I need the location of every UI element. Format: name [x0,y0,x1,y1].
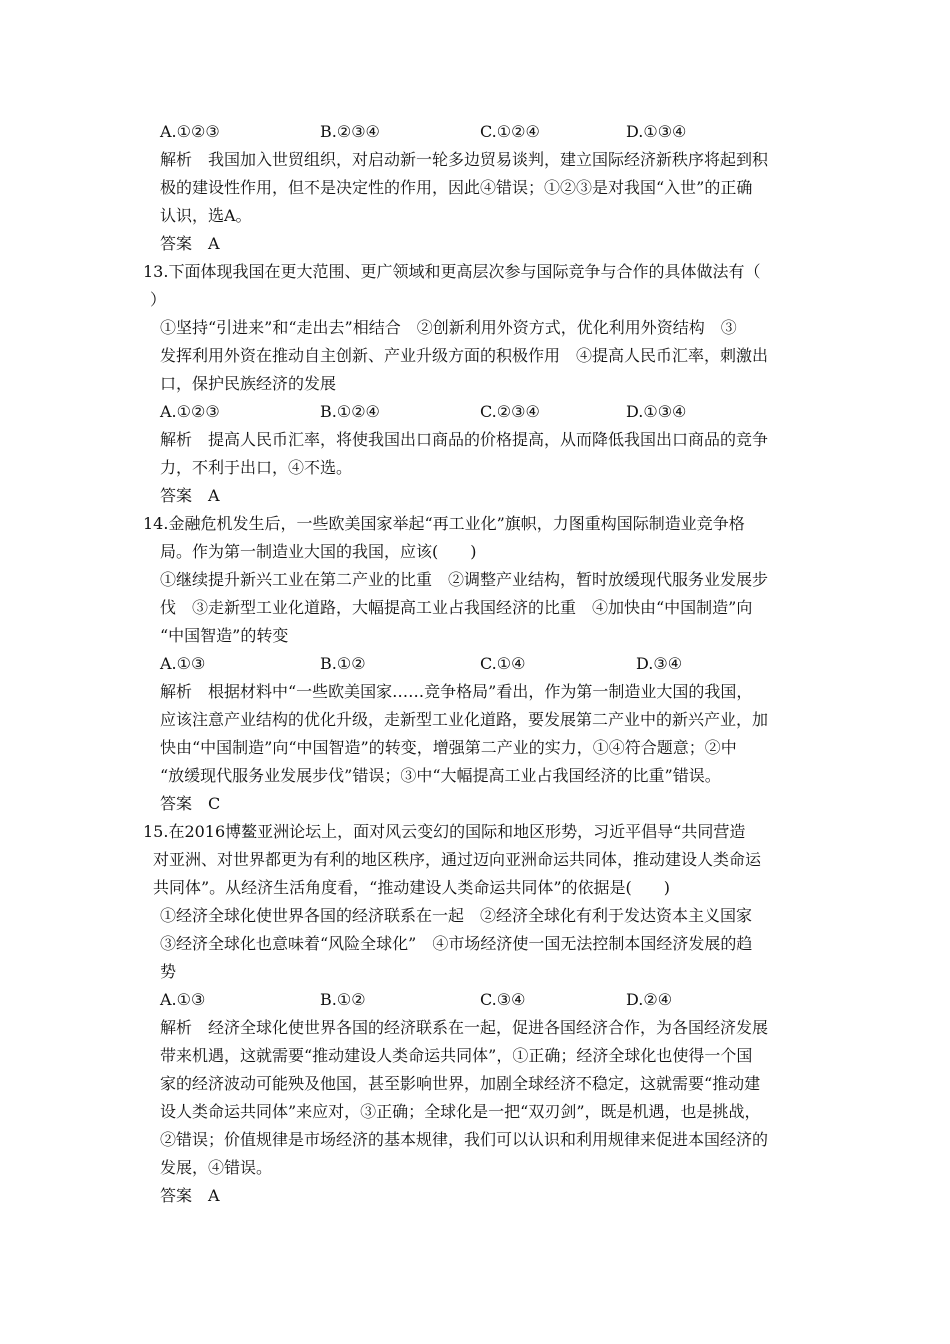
statement-line: “中国智造”的转变 [160,626,289,645]
analysis-line: 解析 经济全球化使世界各国的经济联系在一起，促进各国经济合作，为各国经济发展 [160,1018,769,1037]
option-c: C.①④ [480,654,526,673]
option-a: A.①②③ [160,402,220,421]
question-stem: 14.金融危机发生后，一些欧美国家举起“再工业化”旗帜，力图重构国际制造业竞争格 [143,514,745,533]
option-c: C.③④ [480,990,526,1009]
option-b: B.①② [320,654,366,673]
analysis-line: “放缓现代服务业发展步伐”错误；③中“大幅提高工业占我国经济的比重”错误。 [160,766,721,785]
option-a: A.①②③ [160,122,220,141]
option-d: D.①③④ [626,122,687,141]
statement-line: ①继续提升新兴工业在第二产业的比重 ②调整产业结构，暂时放缓现代服务业发展步 [160,570,769,589]
option-d: D.①③④ [626,402,687,421]
question-stem: 15.在2016博鳌亚洲论坛上，面对风云变幻的国际和地区形势，习近平倡导“共同营造 [143,822,746,841]
option-b: B.①② [320,990,366,1009]
analysis-line: 极的建设性作用，但不是决定性的作用，因此④错误；①②③是对我国“入世”的正确 [160,178,753,197]
analysis-line: 应该注意产业结构的优化升级，走新型工业化道路，要发展第二产业中的新兴产业，加 [160,710,769,729]
option-b: B.①②④ [320,402,380,421]
statement-line: ①经济全球化使世界各国的经济联系在一起 ②经济全球化有利于发达资本主义国家 [160,906,753,925]
analysis-line: 解析 提高人民币汇率，将使我国出口商品的价格提高，从而降低我国出口商品的竞争 [160,430,769,449]
question-stem: 共同体”。从经济生活角度看，“推动建设人类命运共同体”的依据是( ) [153,878,671,897]
analysis-line: 解析 根据材料中“一些欧美国家……竞争格局”看出，作为第一制造业大国的我国， [160,682,753,701]
answer-line: 答案 A [160,486,220,505]
statement-line: 发挥利用外资在推动自主创新、产业升级方面的积极作用 ④提高人民币汇率，刺激出 [160,346,769,365]
analysis-line: 家的经济波动可能殃及他国，甚至影响世界，加剧全球经济不稳定，这就需要“推动建 [160,1074,761,1093]
statement-line: 伐 ③走新型工业化道路，大幅提高工业占我国经济的比重 ④加快由“中国制造”向 [160,598,753,617]
analysis-line: 设人类命运共同体”来应对，③正确；全球化是一把“双刃剑”，既是机遇，也是挑战， [160,1102,761,1121]
analysis-line: 发展，④错误。 [160,1158,273,1177]
option-a: A.①③ [160,654,206,673]
statement-line: 势 [160,962,177,981]
analysis-line: 快由“中国制造”向“中国智造”的转变，增强第二产业的实力，①④符合题意；②中 [160,738,737,757]
option-a: A.①③ [160,990,206,1009]
question-stem: 13.下面体现我国在更大范围、更广领域和更高层次参与国际竞争与合作的具体做法有（ [143,262,761,281]
analysis-line: ②错误；价值规律是市场经济的基本规律，我们可以认识和利用规律来促进本国经济的 [160,1130,769,1149]
option-c: C.①②④ [480,122,540,141]
question-stem: 对亚洲、对世界都更为有利的地区秩序，通过迈向亚洲命运共同体，推动建设人类命运 [153,850,762,869]
question-stem: ） [150,290,167,309]
option-c: C.②③④ [480,402,540,421]
option-d: D.③④ [636,654,683,673]
answer-line: 答案 A [160,234,220,253]
analysis-line: 解析 我国加入世贸组织，对启动新一轮多边贸易谈判，建立国际经济新秩序将起到积 [160,150,769,169]
statement-line: ③经济全球化也意味着“风险全球化” ④市场经济使一国无法控制本国经济发展的趋 [160,934,753,953]
option-d: D.②④ [626,990,673,1009]
statement-line: ①坚持“引进来”和“走出去”相结合 ②创新利用外资方式，优化利用外资结构 ③ [160,318,737,337]
analysis-line: 力，不利于出口，④不选。 [160,458,353,477]
answer-line: 答案 C [160,794,221,813]
answer-line: 答案 A [160,1186,220,1205]
question-stem: 局。作为第一制造业大国的我国，应该( ) [160,542,477,561]
option-b: B.②③④ [320,122,380,141]
analysis-line: 带来机遇，这就需要“推动建设人类命运共同体”，①正确；经济全球化也使得一个国 [160,1046,753,1065]
statement-line: 口，保护民族经济的发展 [160,374,337,393]
analysis-line: 认识，选A。 [160,206,252,225]
